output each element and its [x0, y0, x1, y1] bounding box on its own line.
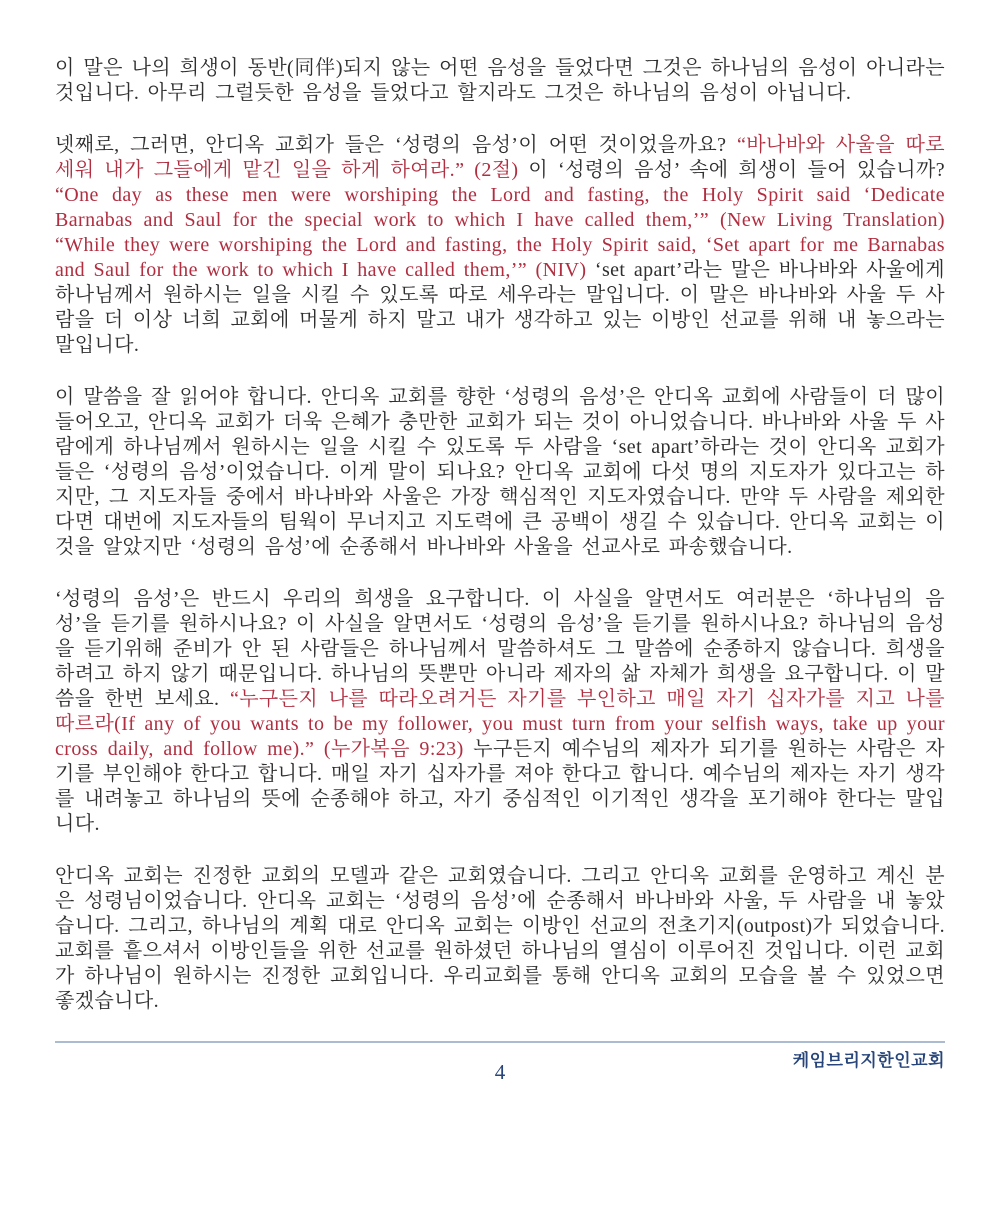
body-text: ‘set apart’라는 말은 바나바와 사울에게 하나님께서 원하시는 일을 시킬 수 있도록 따로 세우라는 말입니다. 이 말은 바나바와 사울 두 사람을 더 이상 너희 교회에 머물게 하지 말고 내가 생각하고 있는 이방인 선교를 위해 내 놓으라는 말입니다.	[55, 259, 945, 356]
paragraph	[55, 587, 945, 837]
body-text: 이 ‘성령의 음성’ 속에 희생이 들어 있습니까?	[518, 159, 945, 181]
footer-church-name: 케임브리지한인교회	[792, 1051, 945, 1070]
scripture-quote-text: “누구든지 나를 따라오려거든 자기를 부인하고 매일 자기 십자가를 지고 나를 따르라(If any of you wants to be my follower, you must turn from your selfish ways, take up your cross daily, and follow me).” (누가복음 9:23)	[55, 688, 946, 760]
paragraph	[55, 864, 945, 1014]
body-text: 이 말씀을 잘 읽어야 합니다. 안디옥 교회를 향한 ‘성령의 음성’은 안디옥 교회에 사람들이 더 많이 들어오고, 안디옥 교회가 더욱 은혜가 충만한 교회가 되는 것이 아니었습니다. 바나바와 사울 두 사람에게 하나님께서 원하시는 일을 시킬 수 있도록 두 사람을 ‘set apart’하라는 것이 안디옥 교회가 들은 ‘성령의 음성’이었습니다. 이게 말이 되나요? 안디옥 교회에 다섯 명의 지도자가 있다고는 하지만, 그 지도자들 중에서 바나바와 사울은 가장 핵심적인 지도자였습니다. 만약 두 사람을 제외한다면 대번에 지도자들의 팀웍이 무너지고 지도력에 큰 공백이 생길 수 있습니다. 안디옥 교회는 이것을 알았지만 ‘성령의 음성’에 순종해서 바나바와 사울을 선교사로 파송했습니다.	[55, 386, 945, 558]
document-text	[55, 56, 945, 1014]
paragraph	[55, 56, 945, 106]
page-footer	[55, 1041, 945, 1085]
scripture-quote-text: “One day as these men were worshiping the Lord and fasting, the Holy Spirit said ‘Dedicate Barnabas and Saul for the special work to which I have called them,’” (New Living Translation) “While they were worshiping the Lord and fasting, the Holy Spirit said, ‘Set apart for me Barnabas and Saul for the work to which I have called them,’” (NIV)	[55, 184, 945, 281]
body-text: 누구든지 예수님의 제자가 되기를 원하는 사람은 자기를 부인해야 한다고 합니다. 매일 자기 십자가를 져야 한다고 합니다. 예수님의 제자는 자기 생각를 내려놓고 하나님의 뜻에 순종해야 하고, 자기 중심적인 이기적인 생각을 포기해야 한다는 말입니다.	[55, 738, 946, 835]
body-text: 넷째로, 그러면, 안디옥 교회가 들은 ‘성령의 음성’이 어떤 것이었을까요?	[55, 134, 737, 156]
paragraph	[55, 133, 945, 358]
body-text: 안디옥 교회는 진정한 교회의 모델과 같은 교회였습니다. 그리고 안디옥 교회를 운영하고 계신 분은 성령님이었습니다. 안디옥 교회는 ‘성령의 음성’에 순종해서 바나바와 사울, 두 사람을 내 놓았습니다. 그리고, 하나님의 계획 대로 안디옥 교회는 이방인 선교의 전초기지(outpost)가 되었습니다. 교회를 흩으셔서 이방인들을 위한 선교를 원하셨던 하나님의 열심이 이루어진 것입니다. 이런 교회가 하나님이 원하시는 진정한 교회입니다. 우리교회를 통해 안디옥 교회의 모습을 볼 수 있었으면 좋겠습니다.	[55, 865, 945, 1012]
footer-page-number: 4	[494, 1060, 506, 1084]
body-text: ‘성령의 음성’은 반드시 우리의 희생을 요구합니다. 이 사실을 알면서도 여러분은 ‘하나님의 음성’을 듣기를 원하시나요? 이 사실을 알면서도 ‘성령의 음성’을 듣기를 원하시나요? 하나님의 음성을 듣기위해 준비가 안 된 사람들은 하나님께서 말씀하셔도 그 말씀에 순종하지 않습니다. 희생을 하려고 하지 않기 때문입니다. 하나님의 뜻뿐만 아니라 제자의 삶 자체가 희생을 요구합니다. 이 말씀을 한번 보세요.	[55, 588, 945, 710]
footer-divider	[55, 1041, 945, 1043]
scripture-quote-text: “바나바와 사울을 따로 세워 내가 그들에게 맡긴 일을 하게 하여라.” (2절)	[55, 134, 945, 181]
body-text: 이 말은 나의 희생이 동반(同伴)되지 않는 어떤 음성을 들었다면 그것은 하나님의 음성이 아니라는 것입니다. 아무리 그럴듯한 음성을 들었다고 할지라도 그것은 하나님의 음성이 아닙니다.	[55, 57, 945, 104]
paragraph	[55, 385, 945, 560]
